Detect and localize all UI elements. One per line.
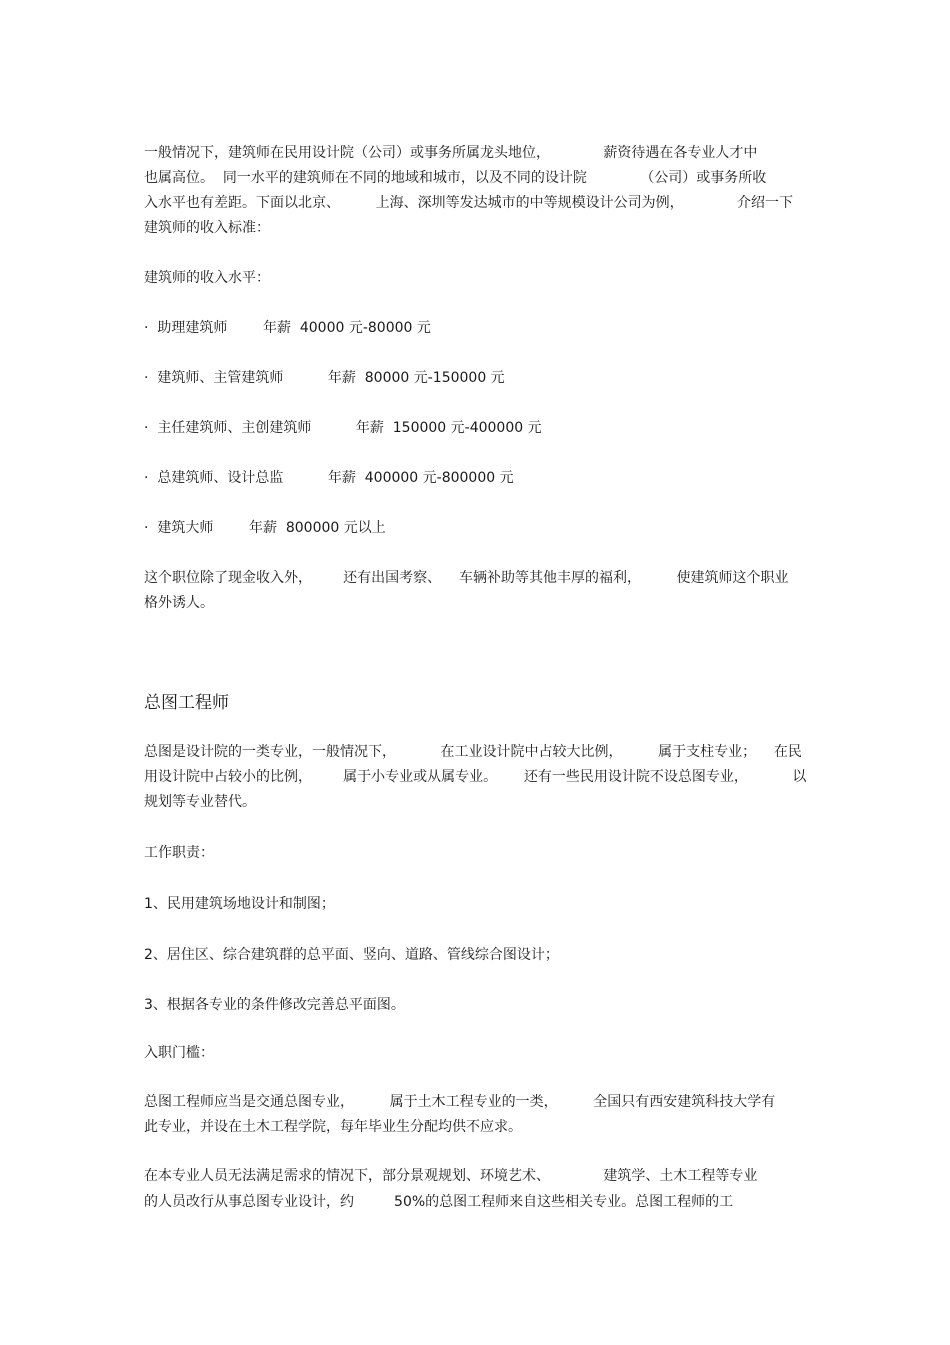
duties-title: 工作职责： [144,845,214,861]
income-item-chief-architect: · 总建筑师、设计总监 年薪 400000 元-800000 元 [144,470,514,486]
intro-line-1: 一般情况下，建筑师在民用设计院（公司）或事务所属龙头地位， 薪资待遇在各专业人才中 [144,145,758,161]
section-intro-line-1: 总图是设计院的一类专业，一般情况下， 在工业设计院中占较大比例， 属于支柱专业； 在民 [144,744,802,760]
entry-para1-line-1: 总图工程师应当是交通总图专业， 属于土木工程专业的一类， 全国只有西安建筑科技大学有 [144,1094,776,1110]
entry-title: 入职门槛： [144,1045,214,1061]
intro-line-3: 入水平也有差距。下面以北京、 上海、深圳等发达城市的中等规模设计公司为例， 介绍一下 [144,195,794,211]
entry-para1-line-2: 此专业，并设在土木工程学院，每年毕业生分配均供不应求。 [144,1119,522,1135]
section-intro-line-3: 规划等专业替代。 [144,794,256,810]
income-item-architect: · 建筑师、主管建筑师 年薪 80000 元-150000 元 [144,370,505,386]
entry-para2-line-1: 在本专业人员无法满足需求的情况下，部分景观规划、环境艺术、 建筑学、土木工程等专业 [144,1168,758,1184]
duty-item-3: 3、根据各专业的条件修改完善总平面图。 [144,997,405,1013]
duty-item-1: 1、民用建筑场地设计和制图； [144,896,335,912]
benefits-line-1: 这个职位除了现金收入外， 还有出国考察、 车辆补助等其他丰厚的福利， 使建筑师这个职业 [144,570,789,586]
entry-para2-line-2: 的人员改行从事总图专业设计，约 50%的总图工程师来自这些相关专业。总图工程师的工 [144,1194,734,1210]
intro-line-4: 建筑师的收入标准： [144,220,270,236]
income-item-lead-architect: · 主任建筑师、主创建筑师 年薪 150000 元-400000 元 [144,420,542,436]
benefits-line-2: 格外诱人。 [144,595,214,611]
income-item-master-architect: · 建筑大师 年薪 800000 元以上 [144,520,386,536]
intro-line-2: 也属高位。 同一水平的建筑师在不同的地域和城市，以及不同的设计院 （公司）或事务所收 [144,170,767,186]
income-title: 建筑师的收入水平： [144,270,270,286]
duty-item-2: 2、居住区、综合建筑群的总平面、竖向、道路、管线综合图设计； [144,947,559,963]
section-intro-line-2: 用设计院中占较小的比例， 属于小专业或从属专业。 还有一些民用设计院不设总图专业， 以 [144,769,807,785]
income-item-assistant: · 助理建筑师 年薪 40000 元-80000 元 [144,320,431,336]
section-heading: 总图工程师 [144,693,229,713]
